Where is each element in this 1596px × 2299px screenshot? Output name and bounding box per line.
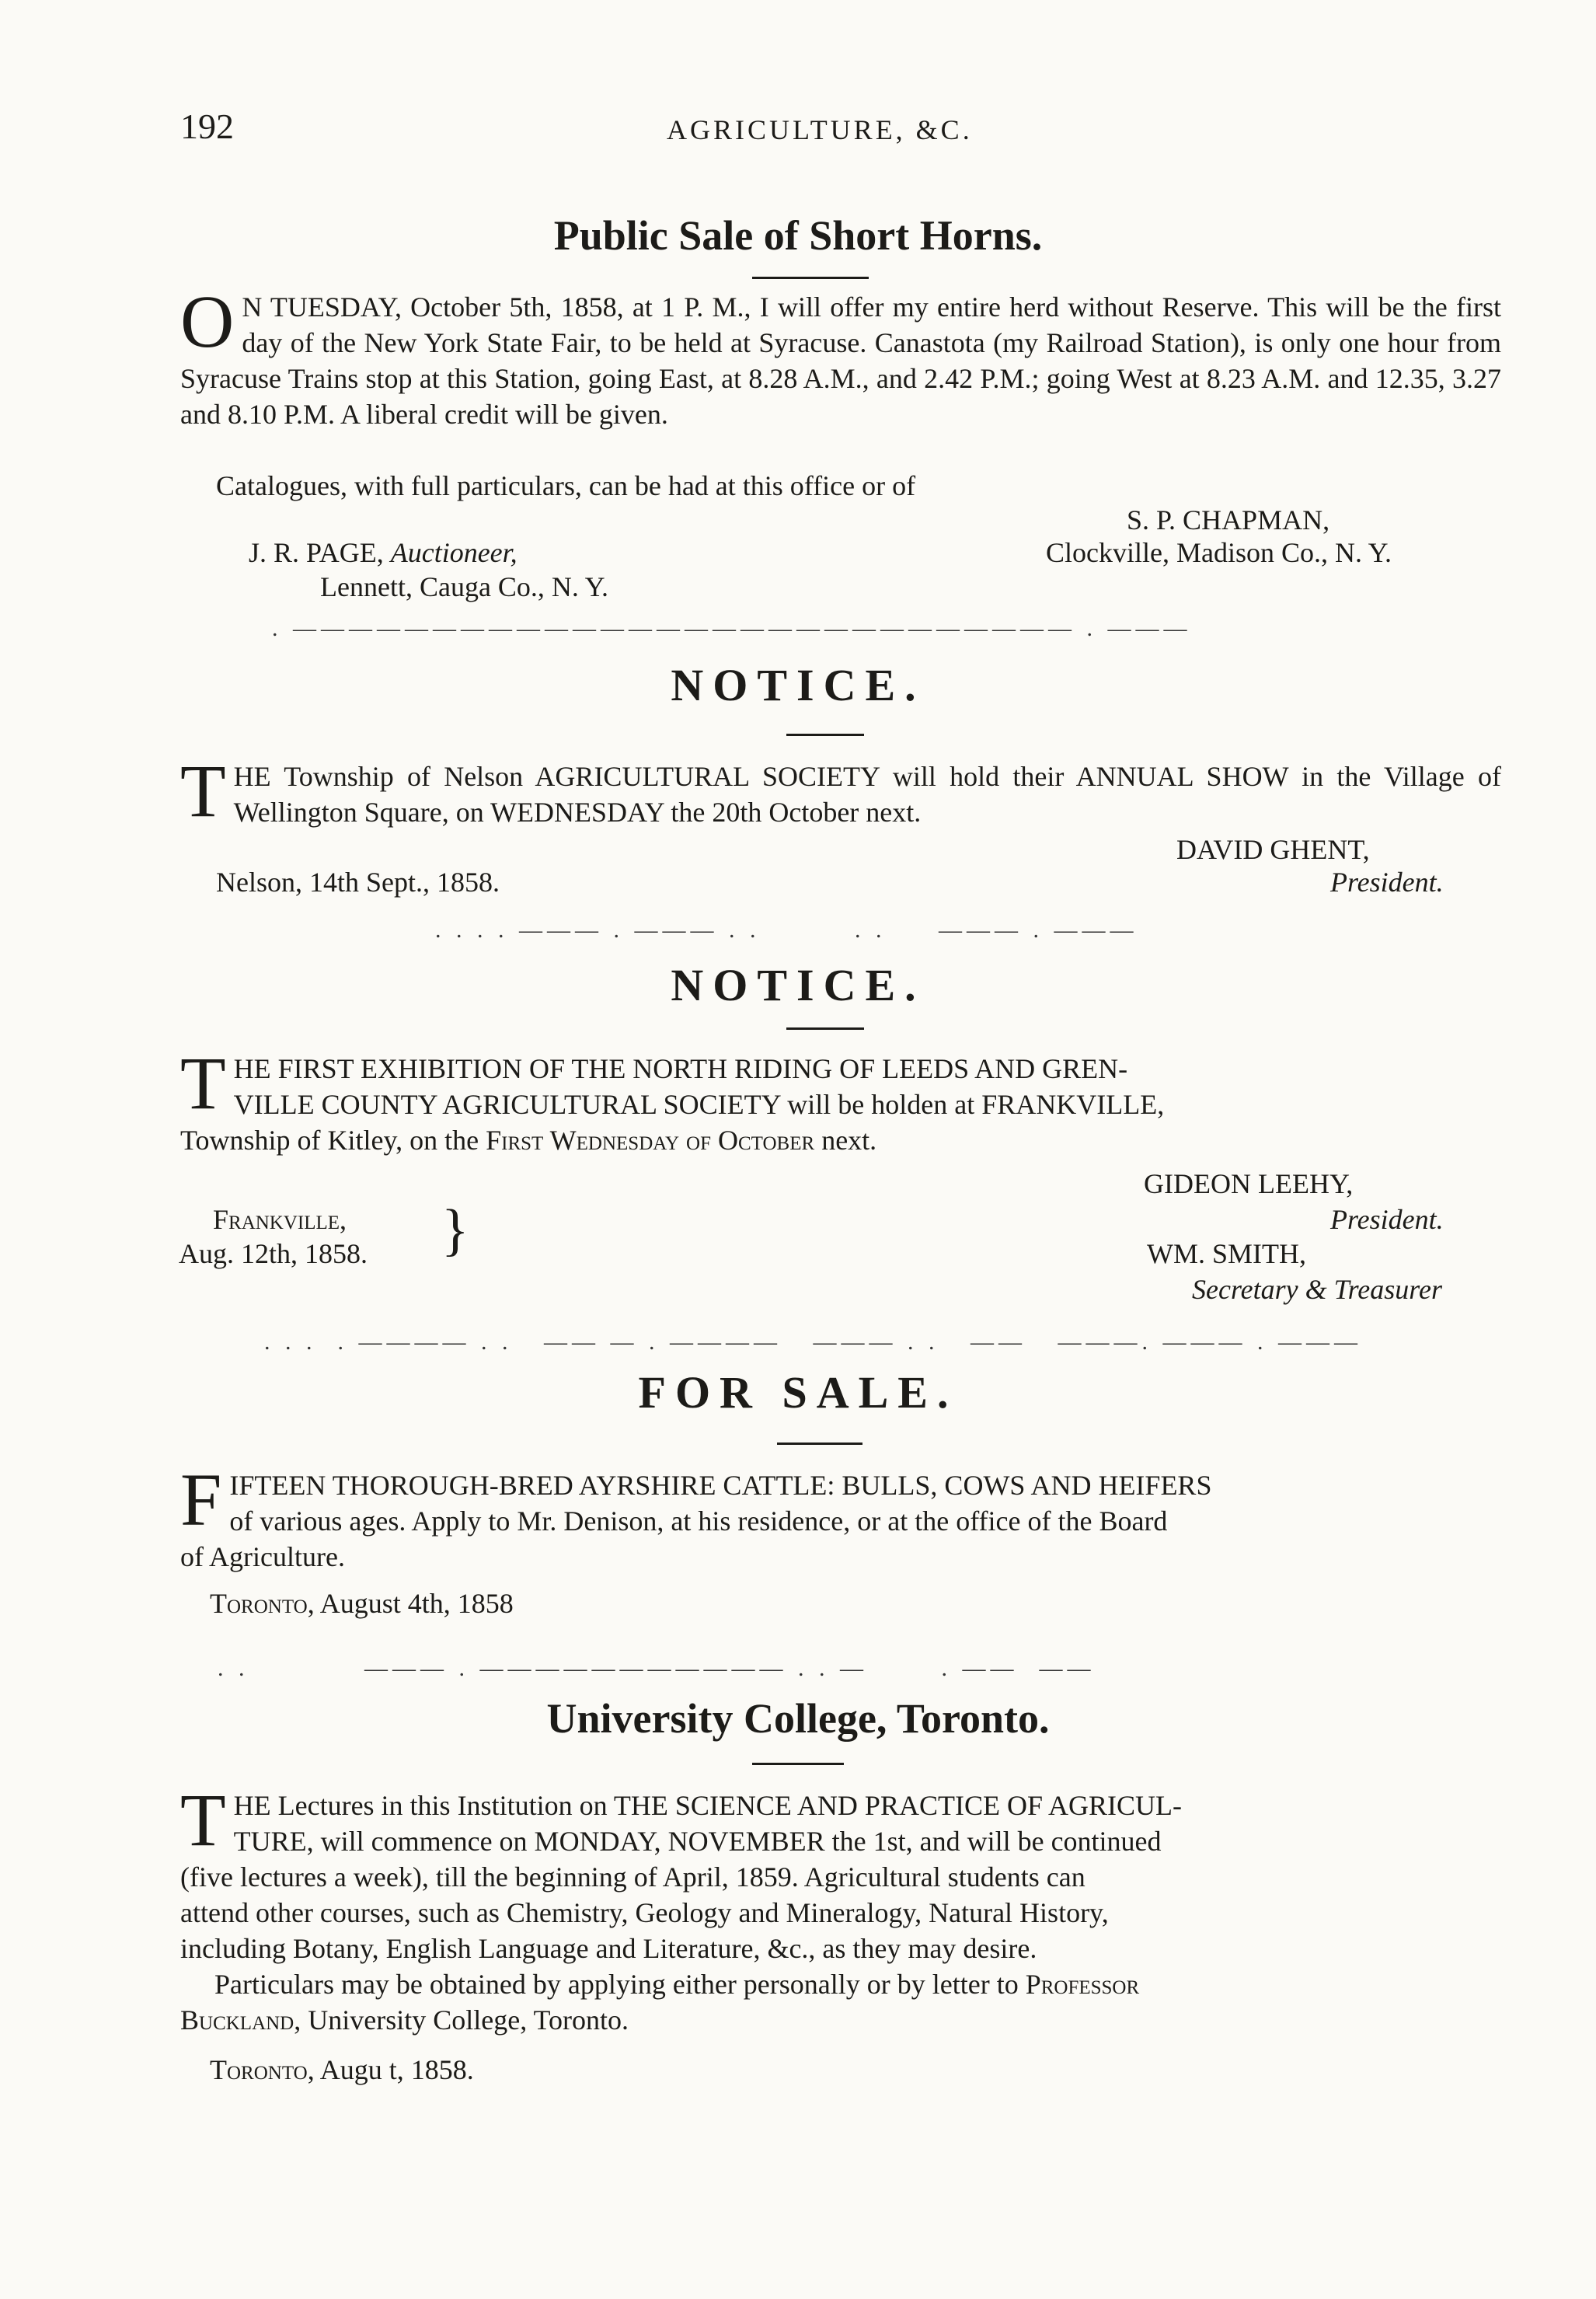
notice1-title-rule [786,734,864,736]
notice1-signer: DAVID GHENT, [1176,834,1370,865]
forsale-title-rule [777,1443,862,1445]
forsale-place-date [210,1586,514,1621]
notice2-dropcap: T [180,1041,226,1125]
separator-3: . . . . ———— . . —— — . ———— ——— . . —— ———. ——— . ——— [264,1329,1362,1355]
sale-body [180,280,1501,432]
notice1-body-text: HE Township of Nelson AGRICULTURAL SOCIETY will hold their ANNUAL SHOW in the Village of Wellington Square, on WEDNESDAY the 20th October next. [233,761,1501,828]
notice2-signer1-role: President. [1330,1204,1444,1235]
notice1-place-date: Nelson, 14th Sept., 1858. [216,867,500,898]
college-line-7b: , University College, Toronto. [294,2004,629,2036]
notice2-signer2-role: Secretary & Treasurer [1192,1274,1442,1305]
college-line-3: (five lectures a week), till the beginning of April, 1859. Agricultural students can [180,1861,1085,1893]
college-line-7a: Buckland [180,2004,294,2036]
auctioneer-role: Auctioneer, [390,537,517,568]
college-line-5: including Botany, English Language and Literature, &c., as they may desire. [180,1933,1037,1964]
college-place: Toronto, [210,2054,315,2085]
notice2-signer1: GIDEON LEEHY, [1144,1168,1354,1199]
auctioneer-name: J. R. PAGE, [249,537,384,568]
notice2-line-3a: Township of Kitley, on the [180,1125,486,1156]
college-line-6a: Particulars may be obtained by applying either personally or by letter to [214,1969,1019,2000]
college-line-1: HE Lectures in this Institution on THE SCIENCE AND PRACTICE OF AGRICUL- [233,1790,1182,1821]
sale-seller-place: Clockville, Madison Co., N. Y. [1046,537,1392,568]
notice1-title: NOTICE. [671,660,925,710]
college-line-4: attend other courses, such as Chemistry, Geology and Mineralogy, Natural History, [180,1897,1109,1928]
college-title: University College, Toronto. [546,1695,1050,1742]
forsale-line-1: IFTEEN THOROUGH-BRED AYRSHIRE CATTLE: BULLS, COWS AND HEIFERS [229,1470,1212,1501]
forsale-dropcap: F [180,1458,222,1541]
forsale-line-2: of various ages. Apply to Mr. Denison, at his residence, or at the office of the Board [229,1505,1168,1537]
forsale-body [180,1458,1501,1541]
separator-4: . . ——— . ——————————— . . — . —— —— [218,1655,1096,1681]
notice1-signer-role: President. [1330,867,1444,898]
college-line-7 [180,2002,629,2038]
notice2-line-1: HE FIRST EXHIBITION OF THE NORTH RIDING OF LEEDS AND GREN- [233,1053,1128,1084]
sale-title: Public Sale of Short Horns. [553,212,1043,259]
running-title: AGRICULTURE, &C. [667,114,973,145]
notice2-line-3 [180,1122,876,1158]
sale-auctioneer [249,535,517,570]
college-place-date [210,2052,474,2088]
sale-seller-name: S. P. CHAPMAN, [1127,504,1330,536]
notice2-title: NOTICE. [671,960,925,1010]
sale-dropcap: O [180,280,235,363]
notice2-date: Aug. 12th, 1858. [179,1238,368,1269]
sale-title-rule [752,277,869,279]
college-line-6b: Professor [1025,1969,1140,2000]
notice2-signer2: WM. SMITH, [1147,1238,1306,1269]
college-title-rule [752,1763,844,1765]
forsale-place: Toronto, [210,1588,315,1619]
notice1-dropcap: T [180,749,226,832]
separator-1: . ———————————————————————————— . ——— [272,616,1192,641]
sale-catalogues: Catalogues, with full particulars, can be had at this office or of [216,470,916,501]
notice2-line-3b: First Wednesday of October [486,1125,815,1156]
sale-auctioneer-place: Lennett, Cauga Co., N. Y. [320,571,608,602]
college-date: Augu t, 1858. [314,2054,474,2085]
forsale-line-3: of Agriculture. [180,1541,345,1572]
college-body [180,1778,1501,1861]
page-number: 192 [180,106,234,146]
notice2-place: Frankville, [213,1204,347,1235]
college-line-2: TURE, will commence on MONDAY, NOVEMBER the 1st, and will be continued [233,1826,1162,1857]
college-line-6 [214,1966,1139,2002]
notice2-body [180,1041,1501,1125]
separator-2: . . . . ——— . ——— . . . . ——— . ——— [435,917,1138,943]
forsale-title: FOR SALE. [638,1367,958,1418]
sale-body-text: N TUESDAY, October 5th, 1858, at 1 P. M., I will offer my entire herd without Reserve. This will be the first day of the New York State Fair, to be held at Syracuse. Canastota (my Railroad Station), is only one hour from Syracuse Trains stop at this Station, going East, at 8.28 A.M., and 2.42 P.M.; going West at 8.23 A.M. and 12.35, 3.27 and 8.10 P.M. A liberal credit will be given. [180,291,1501,430]
forsale-date: August 4th, 1858 [314,1588,514,1619]
notice2-title-rule [786,1027,864,1030]
notice1-body [180,749,1501,832]
notice2-line-2: VILLE COUNTY AGRICULTURAL SOCIETY will be holden at FRANKVILLE, [233,1089,1165,1120]
college-dropcap: T [180,1778,226,1861]
notice2-brace: } [441,1198,469,1262]
notice2-line-3c: next. [814,1125,877,1156]
